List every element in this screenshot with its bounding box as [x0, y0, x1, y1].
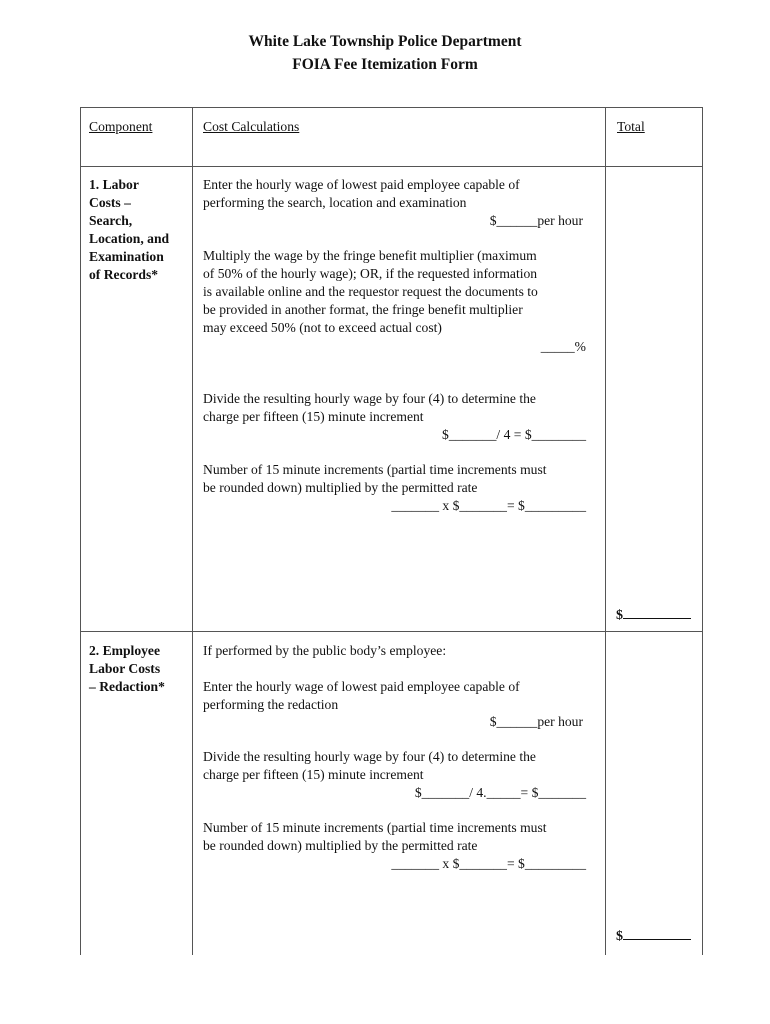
section-2-component: 2. Employee Labor Costs – Redaction*: [89, 643, 165, 694]
column-header-component: Component: [89, 119, 153, 134]
section-2-wage-field[interactable]: $______per hour: [489, 714, 583, 729]
section-1-total-symbol: $: [616, 608, 623, 623]
section-2-divide-field[interactable]: $_______/ 4._____= $_______: [414, 785, 586, 800]
section-2-increments-instruction: Number of 15 minute increments (partial time increments must be rounded down) multiplied by the permitted rate: [203, 820, 547, 853]
column-header-cost-calculations: Cost Calculations: [203, 119, 300, 134]
section-1-component: 1. Labor Costs – Search, Location, and Examination of Records*: [89, 177, 170, 282]
table-left-border: [80, 107, 81, 955]
table-right-border: [702, 107, 703, 955]
column-divider-1: [192, 107, 193, 955]
section-1-increments-instruction: Number of 15 minute increments (partial time increments must be rounded down) multiplied by the permitted rate: [203, 462, 547, 495]
section-2-total[interactable]: [616, 926, 691, 945]
section-1-divide-instruction: Divide the resulting hourly wage by four (4) to determine the charge per fifteen (15) minute increment: [203, 391, 536, 424]
document-subtitle: FOIA Fee Itemization Form: [292, 56, 478, 73]
section-2-increments-field[interactable]: _______ x $_______= $_________: [391, 856, 586, 871]
section-1-increments-field[interactable]: _______ x $_______= $_________: [391, 498, 586, 513]
header-row-divider: [80, 166, 703, 167]
section-1-fringe-instruction: Multiply the wage by the fringe benefit multiplier (maximum of 50% of the hourly wage); OR, if the requested information is available online and the requestor request the documents to be provided in another format, the fringe benefit multiplier may exceed 50% (not to exceed actual cost): [203, 248, 538, 335]
section-2-wage-instruction: Enter the hourly wage of lowest paid employee capable of performing the redaction: [203, 679, 520, 712]
section-1-wage-instruction: Enter the hourly wage of lowest paid employee capable of performing the search, location and examination: [203, 177, 520, 210]
section-2-performed-by-note: If performed by the public body’s employee:: [203, 643, 447, 658]
section-2-divide-instruction: Divide the resulting hourly wage by four (4) to determine the charge per fifteen (15) minute increment: [203, 749, 536, 782]
section-1-total[interactable]: [616, 605, 691, 624]
section-divider: [80, 631, 703, 632]
section-2-total-blank[interactable]: [623, 926, 691, 940]
section-1-total-blank[interactable]: [623, 605, 691, 619]
column-divider-2: [605, 107, 606, 955]
section-1-wage-field[interactable]: $______per hour: [489, 213, 583, 228]
document-title: White Lake Township Police Department: [248, 33, 522, 50]
section-1-fringe-field[interactable]: _____%: [540, 339, 586, 354]
section-2-total-symbol: $: [616, 929, 623, 944]
column-header-total: Total: [617, 119, 645, 134]
table-top-border: [80, 107, 703, 108]
section-1-divide-field[interactable]: $_______/ 4 = $________: [442, 427, 586, 442]
